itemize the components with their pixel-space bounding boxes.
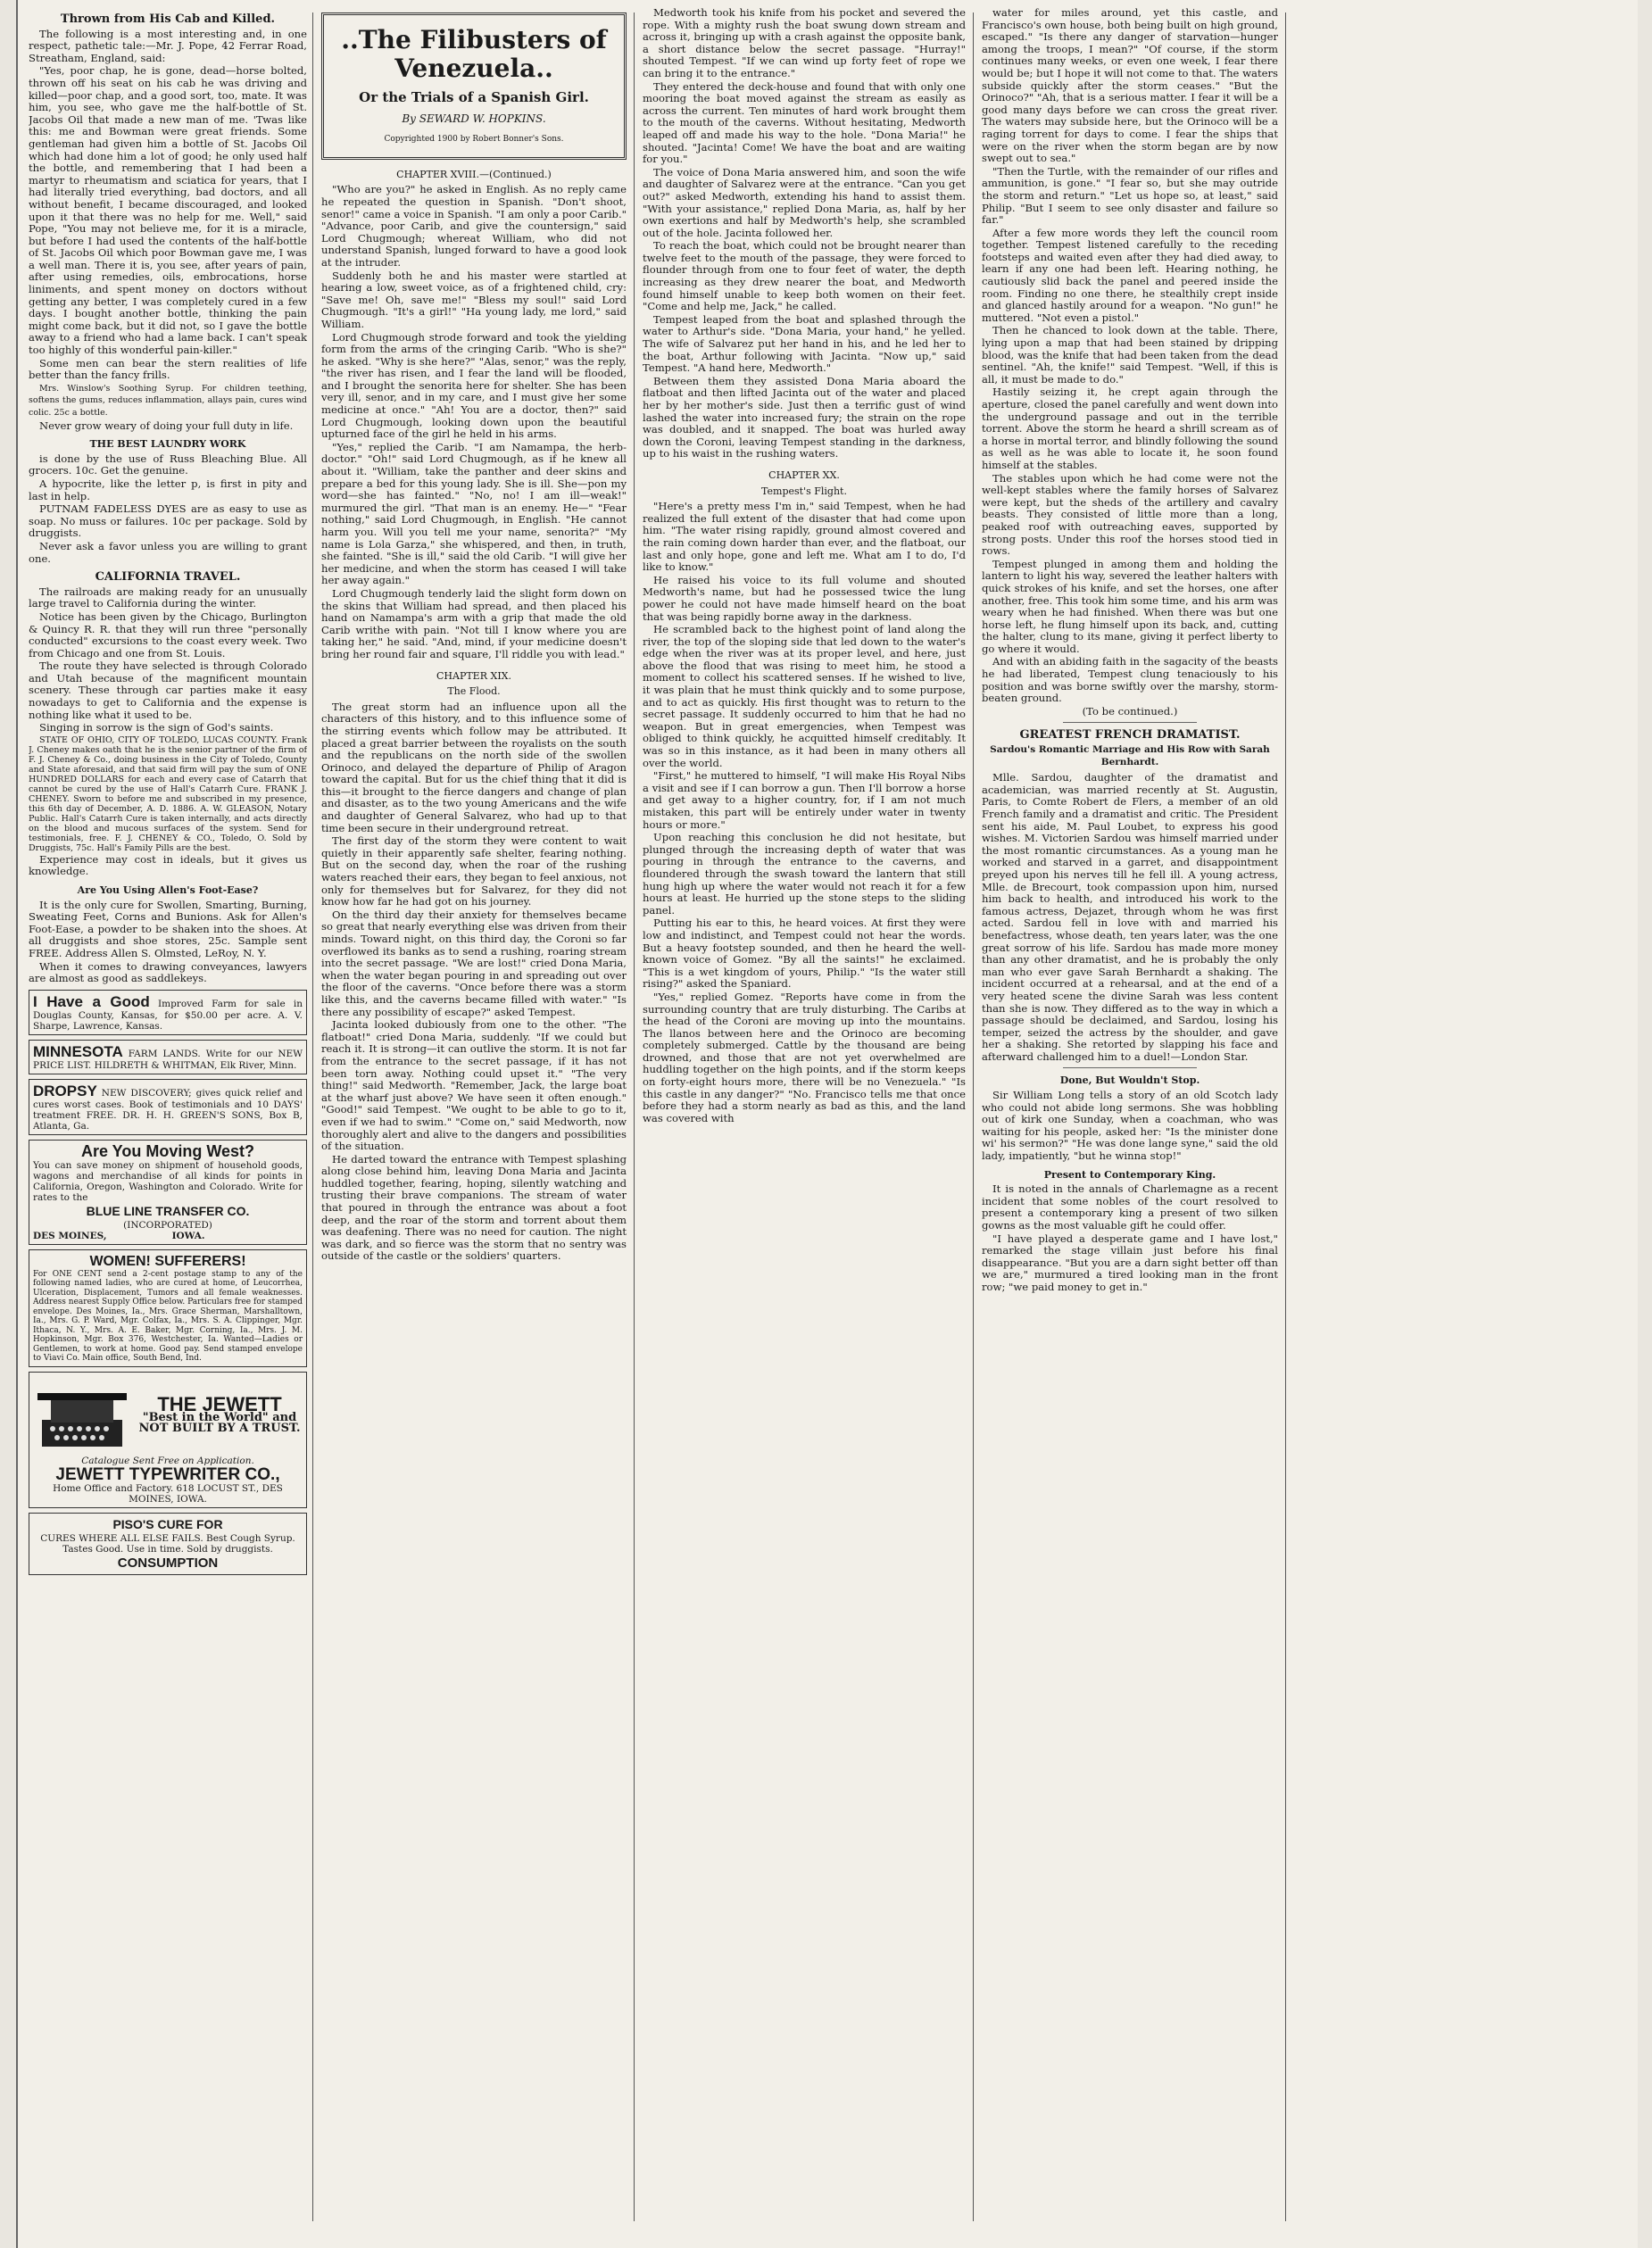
- paragraph: Suddenly both he and his master were startled at hearing a low, sweet voice, as of a frightened child, cry: "Save me! Oh, save me!" "Bless my soul!" said Lord Chugmough. "It's a girl!" "Ha young lady, me lord," said William.: [321, 269, 627, 330]
- moving-west-ad: Are You Moving West? You can save money on shipment of household goods, wagons and merchandise of all kinds for points in California, Oregon, Washington and Colorado. Write for rates to the BLUE LINE TRANSFER CO. (INCORPORATED) DES MOINES, IOWA.: [29, 1140, 307, 1245]
- paragraph: Notice has been given by the Chicago, Burlington & Quincy R. R. that they will run three "personally conducted" excursions to the coast every week. Two from Chicago and one from St. Louis.: [29, 610, 307, 659]
- paragraph: The first day of the storm they were content to wait quietly in their apparently safe shelter, fearing nothing. But on the second day, when the roar of the rushing waters reached their ears, they began to feel anxious, not only for themselves but for Salvarez, for they did not know how far he had got on his journey.: [321, 834, 627, 908]
- paragraph: The railroads are making ready for an unusually large travel to California during the winter.: [29, 585, 307, 610]
- paragraph: PUTNAM FADELESS DYES are as easy to use as soap. No muss or failures. 10c per package. Sold by druggists.: [29, 502, 307, 540]
- paragraph: Upon reaching this conclusion he did not hesitate, but plunged through the increasing depth of water that was pouring in through the entrance to the caverns, and floundered through the swash toward the lantern that still hung high up where the water would not reach it for a few hours at least. He hurried up the stone steps to the sliding panel.: [643, 831, 966, 917]
- divider: [1063, 722, 1196, 723]
- paragraph: Singing in sorrow is the sign of God's saints.: [39, 721, 274, 734]
- headline: Thrown from His Cab and Killed.: [60, 12, 276, 26]
- paragraph: Never grow weary of doing your full duty in life.: [39, 419, 294, 432]
- story-title: ..The Filibusters of Venezuela..: [341, 25, 607, 83]
- paragraph: "First," he muttered to himself, "I will make His Royal Nibs a visit and see if I can borrow a gun. Then I'll borrow a horse and get away to a higher country, for, if I am not much mistaken, this part will be entirely under water in twenty hours or more.": [643, 769, 966, 831]
- column-rule: [973, 12, 974, 2221]
- paragraph: After a few more words they left the council room together. Tempest listened carefully to the receding footsteps and waited even after they had died away, to learn if any one had been left. Hearing nothing, he cautiously slid back the panel and peered inside the room. Finding no one there, he stealthily crept inside and glanced hastily around for a weapon. "No gun!" he muttered. "Not even a pistol.": [982, 226, 1278, 324]
- paragraph: Lord Chugmough strode forward and took the yielding form from the arms of the cringing Carib. "Who is she?" he asked. "Why is she here?" "Alas, senor," was the reply, "the river has risen, and I fear the land will be flooded, and I brought the senorita here for shelter. She has been very ill, senor, and in my care, and I must give her some medicine at once." "Ah! You are a doctor, then?" said Lord Chugmough, looking down upon the beautiful upturned face of the girl he held in his arms.: [321, 330, 627, 441]
- paragraph: Then he chanced to look down at the table. There, lying upon a map that had been stained by dripping blood, was the knife that had been taken from the dead sentinel. "Ah, the knife!" said Tempest. "Well, if this is all, it must be made to do.": [982, 324, 1278, 386]
- story-title-box: [321, 12, 627, 160]
- paragraph: It is noted in the annals of Charlemagne as a recent incident that some nobles of the court resolved to present a contemporary king a present of two silken gowns as the most valuable gift he could offer.: [982, 1182, 1278, 1232]
- column-rule: [634, 12, 635, 2221]
- paragraph: The great storm had an influence upon all the characters of this history, and to this influence some of the stirring events which follow may be attributed. It placed a great barrier between the royalists on the south and the republicans on the north side of the swollen Orinoco, and delayed the departure of Philip of Aragon toward the capital. But for us the chief thing that it did is this—it brought to the fierce dangers and change of plan and disaster, as to the two young Americans and the wife and daughter of General Salvarez, who had up to that time been secure in their underground retreat.: [321, 700, 627, 834]
- paragraph: Between them they assisted Dona Maria aboard the flatboat and then lifted Jacinta out of the water and placed her by her mother's side. Just then a terrific gust of wind lashed the water into increased fury; the strain on the rope was doubled, and it snapped. The boat was hurled away down the Coroni, leaving Tempest standing in the darkness, up to his waist in the rushing waters.: [643, 374, 966, 460]
- paragraph: It is the only cure for Swollen, Smarting, Burning, Sweating Feet, Corns and Bunions. Ask for Allen's Foot-Ease, a powder to be shaken into the shoes. At all druggists and shoe stores, 25c. Sample sent FREE. Address Allen S. Olmsted, LeRoy, N. Y.: [29, 898, 307, 959]
- column-2: [321, 7, 627, 2236]
- paragraph: STATE OF OHIO, CITY OF TOLEDO, LUCAS COUNTY. Frank J. Cheney makes oath that he is the senior partner of the firm of F. J. Cheney & Co., doing business in the City of Toledo, County and State aforesaid, and that said firm will pay the sum of ONE HUNDRED DOLLARS for each and every case of Catarrh that cannot be cured by the use of Hall's Catarrh Cure. FRANK J. CHENEY. Sworn to before me and subscribed in my presence, this 6th day of December, A. D. 1886. A. W. GLEASON, Notary Public. Hall's Catarrh Cure is taken internally, and acts directly on the blood and mucous surfaces of the system. Send for testimonials, free. F. J. CHENEY & CO., Toledo, O. Sold by Druggists, 75c. Hall's Family Pills are the best.: [29, 734, 307, 853]
- subheadline: Sardou's Romantic Marriage and His Row with Sarah Bernhardt.: [990, 744, 1270, 767]
- paragraph: The voice of Dona Maria answered him, and soon the wife and daughter of Salvarez were at the entrance. "Can you get out?" asked Medworth, extending his hand to assist them. "With your assistance," replied Dona Maria, as, half by her own exertions and half by Medworth's help, she scrambled out of the hole. Jacinta followed her.: [643, 165, 966, 239]
- paragraph: Tempest leaped from the boat and splashed through the water to Arthur's side. "Dona Maria, your hand," he yelled. The wife of Salvarez put her hand in his, and he led her to the boat, Arthur following with Jacinta. "Now up," said Tempest. "A hand here, Medworth.": [643, 312, 966, 375]
- paragraph: To reach the boat, which could not be brought nearer than twelve feet to the mouth of the passage, they were forced to flounder through from one to four feet of water, the depth increasing as they drew nearer the boat, and Medworth found himself unable to keep both women on their feet. "Come and help me, Jack," he called.: [643, 239, 966, 313]
- dropsy-ad: DROPSY NEW DISCOVERY; gives quick relief and cures worst cases. Book of testimonials and 10 DAYS' treatment FREE. DR. H. H. GREEN'S SONS, Box B, Atlanta, Ga.: [29, 1079, 307, 1135]
- minnesota-ad: MINNESOTA FARM LANDS. Write for our NEW PRICE LIST. HILDRETH & WHITMAN, Elk River, Minn.: [29, 1040, 307, 1074]
- paragraph: water for miles around, yet this castle, and Francisco's own house, both being built on high ground, escaped." "Is there any danger of starvation—hunger among the troops, I mean?" "Of course, if the storm continues many weeks, or even one week, I fear there would be; but I hope it will not come to that. The waters subside quickly after the storm ceases." "But the Orinoco?" "Ah, that is a serious matter. I fear it will be a good many days before we can cross the great river. The waters may subside here, but the Orinoco will be a raging torrent for days to come. I fear the ships that were on the river when the storm began are by now swept out to sea.": [982, 7, 1278, 165]
- paragraph: Mrs. Winslow's Soothing Syrup. For children teething, softens the gums, reduces inflammation, allays pain, cures wind colic. 25c a bottle.: [29, 383, 307, 418]
- column-rule: [312, 12, 313, 2221]
- paragraph: "Yes, poor chap, he is gone, dead—horse bolted, thrown off his seat on his cab he was driving and killed—poor chap, and a good sort, too, mate. It was him, you see, who gave me the half-bottle of St. Jacobs Oil that made a new man of me. 'Twas like this: me and Bowman were great friends. Some gentleman had given him a bottle of St. Jacobs Oil which had done him a lot of good; he only used half the bottle, and remembering that I had been a martyr to rheumatism and sciatica for years, that I had literally tried everything, bad doctors, and all without benefit, I became discouraged, and looked upon it that there was no help for me. Well," said Pope, "You may not believe me, for it is a miracle, but before I had used the contents of the half-bottle of St. Jacobs Oil which poor Bowman gave me, I was a well man. There it is, you see, after years of pain, after using remedies, oils, embrocations, horse liniments, and spent money on doctors without getting any better, I was completely cured in a few days. I bought another bottle, thinking the pain might come back, but it did not, so I gave the bottle away to a friend who had a lame back. I can't speak too highly of this wonderful pain-killer.": [29, 64, 307, 357]
- paragraph: Medworth took his knife from his pocket and severed the rope. With a mighty rush the boat swung down stream and across it, bringing up with a crash against the opposite bank, a short distance below the secret passage. "Hurray!" shouted Tempest. "If we can wind up forty feet of rope we can bring it to the entrance.": [643, 7, 966, 79]
- column-rule: [1285, 12, 1286, 2221]
- farm-ad: I Have a Good Improved Farm for sale in Douglas County, Kansas, for $50.00 per acre. A. V. Sharpe, Lawrence, Kansas.: [29, 990, 307, 1035]
- paragraph: The stables upon which he had come were not the well-kept stables where the family horses of Salvarez were kept, but the sheds of the artillery and cavalry beasts. They consisted of little more than a long, peaked roof with outreaching eaves, supported by strong posts. Under this roof the horses stood tied in rows.: [982, 471, 1278, 558]
- paragraph: The following is a most interesting and, in one respect, pathetic tale:—Mr. J. Pope, 42 Ferrar Road, Streatham, England, said:: [29, 27, 307, 64]
- paragraph: On the third day their anxiety for themselves became so great that nearly everything else was driven from their minds. Toward night, on this third day, the Coroni so far overflowed its banks as to send a rushing, roaring stream into the secret passage. "We are lost!" cried Dona Maria, when the water began pouring in and spreading out over the floor of the caverns. "Once before there was a storm like this, and the caverns became filled with water." "Is there any possibility of escape?" asked Tempest.: [321, 908, 627, 1018]
- paragraph: He scrambled back to the highest point of land along the river, the top of the sloping side that led down to the water's edge when the river was at its proper level, and here, just above the flood that was rising to meet him, he stood a moment to collect his scattered senses. If he wished to live, it was plain that he must think quickly and to some purpose, and to act as quickly. His first thought was to return to the secret passage. It suddenly occurred to him that he had no weapon. But in great emergencies, when Tempest was obliged to think quickly, he acquitted himself creditably. It was so in this instance, as it had been in many others all over the world.: [643, 623, 966, 769]
- paragraph: "Here's a pretty mess I'm in," said Tempest, when he had realized the full extent of the disaster that had come upon him. "The water rising rapidly, ground almost covered and the rain coming down harder than ever, and the flatboat, our last and only hope, gone and left me. What am I to do, I'd like to know.": [643, 500, 966, 574]
- paragraph: Never ask a favor unless you are willing to grant one.: [29, 539, 307, 565]
- paragraph: Tempest plunged in among them and holding the lantern to light his way, severed the leather halters with quick strokes of his knife, and set the horses, one after another, free. This took him some time, and his arm was weary when he had finished. When there was but one horse left, he flung himself upon its back, and, cutting the halter, clung to its mane, giving it perfect liberty to go where it would.: [982, 557, 1278, 655]
- story-byline: By SEWARD W. HOPKINS.: [402, 112, 546, 125]
- headline: CALIFORNIA TRAVEL.: [95, 570, 241, 585]
- pisos-cure-ad: PISO'S CURE FOR CURES WHERE ALL ELSE FAILS. Best Cough Syrup. Tastes Good. Use in time. Sold by druggists. CONSUMPTION: [29, 1513, 307, 1575]
- paragraph: "I have played a desperate game and I have lost," remarked the stage villain just before his final disappearance. "But you are a darn sight better off than we are," murmured a tired looking man in the front row; "we paid money to get in.": [982, 1232, 1278, 1293]
- headline: Present to Contemporary King.: [1043, 1168, 1216, 1181]
- story-copyright: Copyrighted 1900 by Robert Bonner's Sons.: [384, 135, 564, 145]
- typewriter-illustration: [33, 1375, 131, 1456]
- chapter-subheading: The Flood.: [447, 685, 501, 698]
- jewett-typewriter-ad: THE JEWETT "Best in the World" and NOT BUILT BY A TRUST. Catalogue Sent Free on Application. JEWETT TYPEWRITER CO., Home Office and Factory. 618 LOCUST ST., DES MOINES, IOWA.: [29, 1372, 307, 1508]
- column-4: [982, 7, 1278, 2236]
- paragraph: "Who are you?" he asked in English. As no reply came he repeated the question in Spanish. "Don't shoot, senor!" came a voice in Spanish. "I am only a poor Carib." "Advance, poor Carib, and give the countersign," said Lord Chugmough; whereat William, who did not understand Spanish, lunged forward to have a good look at the intruder.: [321, 183, 627, 269]
- paragraph: Lord Chugmough tenderly laid the slight form down on the skins that William had spread, and then placed his hand on Namampa's arm with a grip that made the old Carib writhe with pain. "Not till I know where you are taking her," he said. "And, mind, if your medicine doesn't bring her round fair and square, I'll riddle you with lead.": [321, 586, 627, 660]
- paragraph: Mlle. Sardou, daughter of the dramatist and academician, was married recently at St. Augustin, Paris, to Comte Robert de Flers, a member of an old French family and a dramatist and critic. The President sent his aide, M. Paul Loubet, to express his good wishes. M. Victorien Sardou was himself married under the most romantic circumstances. As a young man he worked and starved in a garret, and disappointment preyed upon his nerves till he fell ill. A young actress, Mlle. de Brecourt, took compassion upon him, nursed him back to health, and introduced his work to the famous actress, Dejazet, through whom he was first acted. Sardou fell in love with and married his benefactress, whose death, ten years later, was the one great sorrow of his life. Sardou has made more money than any other dramatist, and he is probably the only man who ever gave Sarah Bernhardt a shaking. The incident occurred at a rehearsal, and at the end of a very heated scene the divine Sarah was less content than she is now. They differed as to the way in which a passage should be declaimed, and Sardou, losing his temper, seized the actress by the shoulder, and gave her a shaking. She retorted by slapping his face and afterward challenged him to a duel!—London Star.: [982, 771, 1278, 1063]
- chapter-heading: CHAPTER XIX.: [436, 669, 511, 682]
- column-5: [1294, 7, 1562, 2236]
- paragraph: He darted toward the entrance with Tempest splashing along close behind him, leaving Dona Maria and Jacinta huddled together, fearing, hoping, silently watching and trusting their brave companions. The stream of water that poured in through the entrance was about a foot deep, and the roar of the storm and torrent about them was deafening. There was no need for caution. The night was dark, and so fierce was the storm that no sentry was outside of the castle or the soldiers' quarters.: [321, 1152, 627, 1263]
- headline: Are You Using Allen's Foot-Ease?: [77, 884, 259, 897]
- paragraph: They entered the deck-house and found that with only one mooring the boat moved against the stream as easily as across the current. Ten minutes of hard work brought them to the mouth of the caverns. Without hesitating, Medworth leaped off and made his way to the hole. "Dona Maria!" he shouted. "Jacinta! Come! We have the boat and are waiting for you.": [643, 79, 966, 166]
- headline: THE BEST LAUNDRY WORK: [89, 438, 246, 451]
- chapter-heading: CHAPTER XVIII.—(Continued.): [396, 168, 552, 180]
- headline: Done, But Wouldn't Stop.: [1059, 1074, 1200, 1087]
- paragraph: And with an abiding faith in the sagacity of the beasts he had liberated, Tempest clung tenaciously to his position and was borne swiftly over the marshy, storm-beaten ground.: [982, 655, 1278, 705]
- paragraph: He raised his voice to its full volume and shouted Medworth's name, but had he possessed twice the lung power he could not have made himself heard on the boat that was being rapidly borne away in the darkness.: [643, 573, 966, 623]
- paragraph: When it comes to drawing conveyances, lawyers are almost as good as saddlekeys.: [29, 959, 307, 985]
- paragraph: Some men can bear the stern realities of life better than the fancy frills.: [29, 356, 307, 382]
- paragraph: "Yes," replied Gomez. "Reports have come in from the surrounding country that are truly disturbing. The Caribs at the head of the Coroni are moving up into the mountains. The llanos between here and the Orinoco are becoming completely submerged. Cattle by the thousand are being drowned, and those that are not yet overwhelmed are huddling together on the high points, and if the storm keeps on forty-eight hours more, there will be no Venezuela." "Is this castle in any danger?" "No. Francisco tells me that once before they had a storm nearly as bad as this, and the land was covered with: [643, 990, 966, 1124]
- headline: GREATEST FRENCH DRAMATIST.: [1019, 728, 1241, 742]
- paragraph: Sir William Long tells a story of an old Scotch lady who could not abide long sermons. She was hobbling out of kirk one Sunday, when a coachman, who was waiting for his people, asked her: "Is the minister done wi' his sermon?" "He was done lange syne," said the old lady, impatiently, "but he winna stop!": [982, 1089, 1278, 1163]
- to-be-continued: (To be continued.): [1082, 704, 1178, 718]
- paragraph: is done by the use of Russ Bleaching Blue. All grocers. 10c. Get the genuine.: [29, 452, 307, 477]
- paragraph: Jacinta looked dubiously from one to the other. "The flatboat!" cried Dona Maria, suddenly. "If we could but reach it. It is strong—it can outlive the storm. It is not far from the entrance to the secret passage, if it has not been torn away. Nothing could upset it." "The very thing!" said Medworth. "Remember, Jack, the large boat at the wharf just above? We have seen it often enough." "Good!" said Tempest. "We ought to be able to go to it, even if we had to swim." "Come on," said Medworth, now thoroughly alert and alive to the dangers and possibilities of the situation.: [321, 1018, 627, 1153]
- paragraph: "Then the Turtle, with the remainder of our rifles and ammunition, is gone." "I fear so, but she may outride the storm and return." "Let us hope so, at least," said Philip. "But I seem to see only disaster and failure so far.": [982, 164, 1278, 227]
- paragraph: The route they have selected is through Colorado and Utah because of the magnificent mountain scenery. These through car parties make it easy nowadays to get to California and the expense is nothing like what it used to be.: [29, 659, 307, 721]
- paragraph: "Yes," replied the Carib. "I am Namampa, the herb-doctor." "Oh!" said Lord Chugmough, as if he knew all about it. "William, take the panther and deer skins and prepare a bed for this young lady. She is ill. She—pon my word—she has fainted." "No, no! I am ill—weak!" murmured the girl. "That man is an enemy. He—" "Fear nothing," said Lord Chugmough, in English. "He cannot harm you. Will you tell me your name, senorita?" "My name is Lola Garza," she whispered, and then, in truth, she fainted. "She is ill," said the old Carib. "I will give her her medicine, and when the storm has ceased I will take her away again.": [321, 440, 627, 587]
- newspaper-page: [16, 0, 1638, 2248]
- story-subtitle: Or the Trials of a Spanish Girl.: [359, 89, 589, 105]
- chapter-heading: CHAPTER XX.: [768, 469, 840, 481]
- paragraph: Hastily seizing it, he crept again through the aperture, closed the panel carefully and went down into the underground passage and out in the terrible torrent. Above the storm he heard a shrill scream as of a horse in mortal terror, and blindly following the sound as well as he was able to locate it, he soon found himself at the stables.: [982, 386, 1278, 471]
- chapter-subheading: Tempest's Flight.: [761, 485, 847, 497]
- women-sufferers-ad: WOMEN! SUFFERERS! For ONE CENT send a 2-cent postage stamp to any of the following named ladies, who are cured at home, of Leucorrhea, Ulceration, Displacement, Tumors and all female weaknesses. Address nearest Supply Office below. Particulars free for stamped envelope. Des Moines, Ia., Mrs. Grace Sherman, Marshalltown, Ia., Mrs. G. P. Ward, Mgr. Colfax, Ia., Mrs. S. A. Clippinger, Mgr. Ithaca, N. Y., Mrs. A. E. Baker, Mgr. Corning, Ia., Mrs. J. M. Hopkinson, Mgr. Box 376, Westchester, Ia. Wanted—Ladies or Gentlemen, to work at home. Good pay. Send stamped envelope to Viavi Co. Main office, South Bend, Ind.: [29, 1249, 307, 1367]
- column-3: [643, 7, 966, 2236]
- paragraph: Experience may cost in ideals, but it gives us knowledge.: [29, 852, 307, 878]
- divider: [1063, 1067, 1196, 1068]
- paragraph: A hypocrite, like the letter p, is first in pity and last in help.: [29, 477, 307, 502]
- paragraph: Putting his ear to this, he heard voices. At first they were low and indistinct, and Tempest could not hear the words. But a heavy footstep sounded, and then he heard the well-known voice of Gomez. "By all the saints!" he exclaimed. "This is a wet kingdom of yours, Philip." "Is the water still rising?" asked the Spaniard.: [643, 917, 966, 991]
- column-1: [29, 7, 307, 2236]
